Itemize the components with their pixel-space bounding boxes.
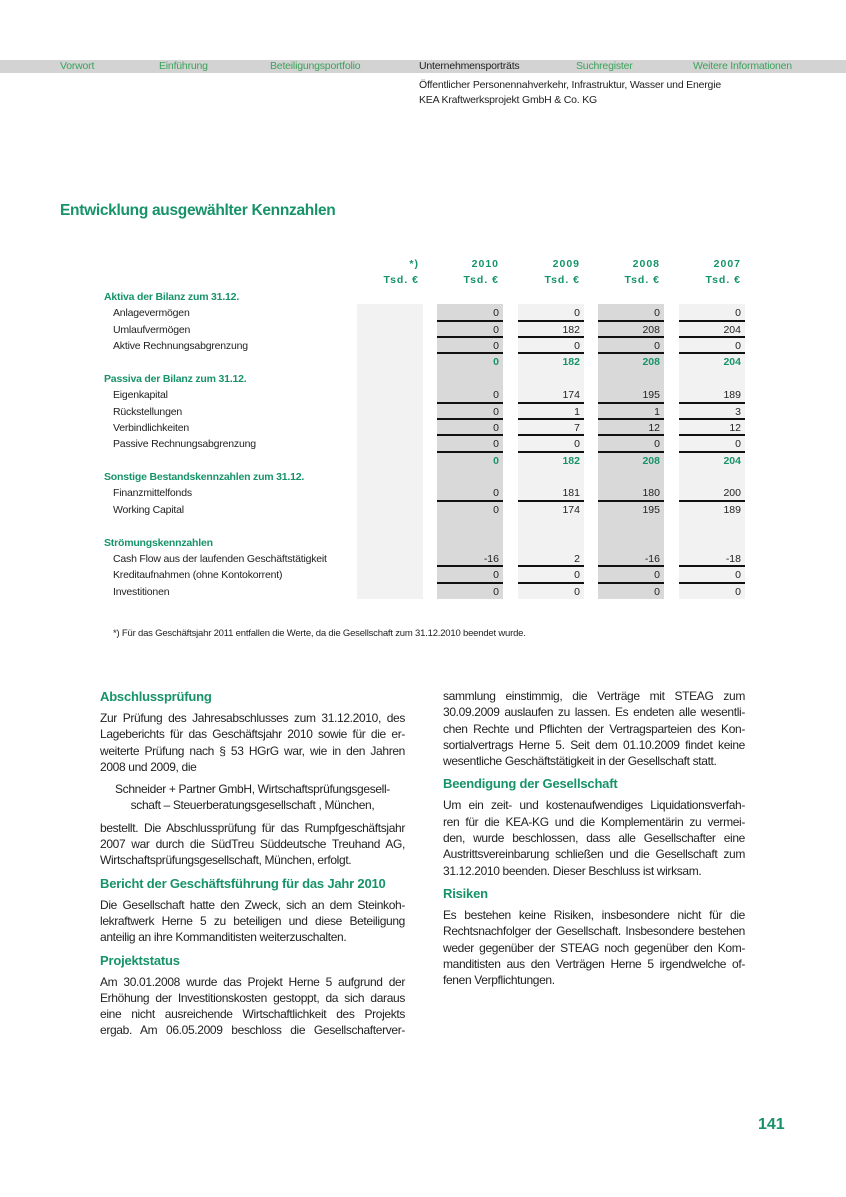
- value-cell: 0: [598, 338, 664, 354]
- value-cell: 0: [518, 567, 584, 583]
- paragraph: [100, 781, 405, 814]
- section-header: [0, 371, 846, 387]
- row-label: Working Capital: [113, 503, 184, 516]
- text-line: eine nicht ausreichende Wirtschaftlichkeit des Projekts: [100, 1007, 405, 1022]
- right-text-column: [443, 688, 745, 994]
- value-cell: 208: [642, 454, 660, 467]
- column-header: 2009: [552, 258, 580, 270]
- text-line: fenen Verpflichtungen.: [443, 973, 555, 988]
- value-cell: 0: [437, 387, 503, 403]
- section-header: [0, 535, 846, 551]
- text-line: chen Rechte und Pflichten der Vertragsparteien des Kon-: [443, 721, 745, 736]
- table-row: [0, 453, 846, 469]
- value-cell: 0: [493, 503, 499, 516]
- text-line: 2007 war durch die SüdTreu Süddeutsche Treuhand AG,: [100, 837, 405, 852]
- text-line: weder gegenüber der STEAG noch gegenüber den Kom-: [443, 940, 745, 955]
- spacer: [443, 988, 745, 994]
- table-footnote: *) Für das Geschäftsjahr 2011 entfallen die Werte, da die Gesellschaft zum 31.12.2010 beendet wurde.: [113, 628, 526, 639]
- paragraph: [443, 907, 745, 988]
- value-cell: 12: [598, 420, 664, 436]
- page-number: 141: [758, 1116, 785, 1133]
- row-label: Eigenkapital: [113, 389, 168, 402]
- row-label: Umlaufvermögen: [113, 323, 191, 336]
- nav-weitere-informationen[interactable]: Weitere Informationen: [693, 60, 792, 72]
- paragraph: [100, 820, 405, 869]
- section-heading: Bericht der Geschäftsführung für das Jahr 2010: [100, 875, 386, 891]
- value-cell: 182: [562, 356, 580, 369]
- value-cell: 208: [642, 356, 660, 369]
- column-header: 2007: [713, 258, 741, 270]
- text-line: bestellt. Die Abschlussprüfung für das Rumpfgeschäftsjahr: [100, 820, 405, 835]
- paragraph: [443, 797, 745, 878]
- value-cell: -16: [437, 551, 503, 567]
- value-cell: 182: [518, 322, 584, 338]
- table-row: [0, 305, 846, 321]
- value-cell: 12: [679, 420, 745, 436]
- table-header-row: [0, 272, 846, 288]
- value-cell: 1: [598, 404, 664, 420]
- nav-vorwort[interactable]: Vorwort: [60, 60, 95, 72]
- value-cell: 174: [518, 387, 584, 403]
- value-cell: -16: [598, 551, 664, 567]
- nav-beteiligungsportfolio[interactable]: Beteiligungsportfolio: [270, 60, 361, 72]
- table-header-row: [0, 256, 846, 272]
- section-header: [0, 289, 846, 305]
- value-cell: 0: [437, 404, 503, 420]
- text-line: Austrittsvereinbarung schließen und die Gesellschaft zum: [443, 847, 745, 862]
- value-cell: 1: [518, 404, 584, 420]
- spacer: [100, 1039, 405, 1045]
- value-cell: 0: [654, 585, 660, 598]
- column-header: 2008: [632, 258, 660, 270]
- text-line: schaft – Steuerberatungsgesellschaft , München,: [130, 798, 375, 813]
- table-row: [0, 567, 846, 583]
- text-line: ren für die KEA-KG und die Komplementärin zu vermei-: [443, 814, 745, 829]
- row-label: Passive Rechnungsabgrenzung: [113, 438, 256, 451]
- value-cell: 204: [723, 454, 741, 467]
- section-heading: Projektstatus: [100, 952, 180, 968]
- text-line: sammlung einstimmig, die Verträge mit STEAG zum: [443, 689, 745, 703]
- text-line: wesentliche Geschäftstätigkeit in der Gesellschaft statt.: [443, 754, 717, 769]
- paragraph: [100, 974, 405, 1039]
- table-row: [0, 322, 846, 338]
- value-cell: 0: [437, 338, 503, 354]
- row-label: Aktiva der Bilanz zum 31.12.: [104, 290, 240, 303]
- section-heading: Risiken: [443, 885, 488, 901]
- value-cell: 189: [723, 503, 741, 516]
- section-heading: Beendigung der Gesellschaft: [443, 776, 618, 792]
- value-cell: 0: [598, 567, 664, 583]
- text-line: Lageberichts für das Geschäftsjahr 2010 sowie für die er-: [100, 727, 405, 742]
- value-cell: 182: [562, 454, 580, 467]
- text-line: Erhöhung der Investitionskosten gestoppt, da sich daraus: [100, 990, 405, 1005]
- value-cell: 0: [518, 305, 584, 321]
- row-label: Investitionen: [113, 585, 170, 598]
- table-row: [0, 551, 846, 567]
- value-cell: 0: [437, 322, 503, 338]
- row-label: Strömungskennzahlen: [104, 536, 213, 549]
- column-header: 2010: [471, 258, 499, 270]
- paragraph: [100, 897, 405, 946]
- text-line: Rechtsnachfolger der Gesellschaft. Insbesondere bestehen: [443, 924, 745, 939]
- value-cell: 0: [735, 585, 741, 598]
- table-row: [0, 502, 846, 518]
- paragraph: [100, 710, 405, 775]
- text-line: Wirtschaftsprüfungsgesellschaft, München, erfolgt.: [100, 853, 352, 868]
- value-cell: 204: [723, 356, 741, 369]
- text-line: manditisten aus den Verträgen Herne 5 irgendwelche of-: [443, 956, 745, 971]
- value-cell: 2: [518, 551, 584, 567]
- value-cell: 0: [437, 485, 503, 501]
- table-row: [0, 584, 846, 600]
- table-row: [0, 485, 846, 501]
- text-line: ergab. Am 06.05.2009 beschloss die Gesellschafterver-: [100, 1023, 405, 1038]
- row-label: Sonstige Bestandskennzahlen zum 31.12.: [104, 471, 305, 484]
- table-row: [0, 338, 846, 354]
- value-cell: 0: [493, 585, 499, 598]
- section-header: [0, 469, 846, 485]
- text-line: 31.12.2010 beenden. Dieser Beschluss ist wirksam.: [443, 863, 702, 878]
- value-cell: 0: [679, 305, 745, 321]
- value-cell: 0: [574, 585, 580, 598]
- table-row: [0, 354, 846, 370]
- value-cell: 180: [598, 485, 664, 501]
- value-cell: 189: [679, 387, 745, 403]
- row-label: Passiva der Bilanz zum 31.12.: [104, 372, 247, 385]
- table-row: [0, 436, 846, 452]
- value-cell: 200: [679, 485, 745, 501]
- value-cell: 0: [679, 338, 745, 354]
- value-cell: 0: [518, 436, 584, 452]
- value-cell: 0: [437, 420, 503, 436]
- kennzahlen-table: [0, 256, 846, 600]
- value-cell: 195: [598, 387, 664, 403]
- value-cell: 0: [493, 454, 499, 467]
- value-cell: 0: [437, 567, 503, 583]
- text-line: weiterte Prüfung nach § 53 HGrG war, wie in den Jahren: [100, 743, 405, 758]
- column-header: Tsd. €: [463, 274, 499, 287]
- value-cell: 174: [562, 503, 580, 516]
- table-row: [0, 387, 846, 403]
- nav-suchregister[interactable]: Suchregister: [576, 60, 633, 72]
- value-cell: 0: [437, 305, 503, 321]
- text-line: Es bestehen keine Risiken, insbesondere nicht für die: [443, 907, 745, 922]
- value-cell: 0: [598, 436, 664, 452]
- table-row: [0, 518, 846, 534]
- breadcrumb-company: KEA Kraftwerksprojekt GmbH & Co. KG: [419, 94, 597, 106]
- value-cell: 0: [518, 338, 584, 354]
- value-cell: 0: [598, 305, 664, 321]
- value-cell: 0: [679, 436, 745, 452]
- column-header: Tsd. €: [624, 274, 660, 287]
- column-header: *): [409, 258, 419, 270]
- text-line: Schneider + Partner GmbH, Wirtschaftsprüfungsgesell-: [115, 782, 390, 797]
- column-header: Tsd. €: [383, 274, 419, 287]
- text-line: lekraftwerk Herne 5 zu beteiligen und diese Beteiligung: [100, 913, 405, 928]
- value-cell: 208: [598, 322, 664, 338]
- text-line: anteilig an ihre Kommanditisten weiterzuschalten.: [100, 930, 347, 945]
- row-label: Finanzmittelfonds: [113, 487, 192, 500]
- row-label: Anlagevermögen: [113, 307, 190, 320]
- value-cell: 204: [679, 322, 745, 338]
- text-line: Um ein zeit- und kostenaufwendiges Liquidationsverfah-: [443, 798, 745, 813]
- column-header: Tsd. €: [705, 274, 741, 287]
- text-line: Zur Prüfung des Jahresabschlusses zum 31.12.2010, des: [100, 711, 405, 725]
- row-label: Cash Flow aus der laufenden Geschäftstätigkeit: [113, 553, 327, 566]
- section-heading: Abschlussprüfung: [100, 689, 212, 704]
- text-line: 30.09.2009 auslaufen zu lassen. Es endeten alle wesentli-: [443, 705, 745, 720]
- nav-einfuehrung[interactable]: Einführung: [159, 60, 208, 72]
- table-row: [0, 420, 846, 436]
- value-cell: -18: [679, 551, 745, 567]
- row-label: Kreditaufnahmen (ohne Kontokorrent): [113, 569, 283, 582]
- left-text-column: [100, 688, 405, 1045]
- value-cell: 0: [437, 436, 503, 452]
- text-line: sortialvertrags Herne 5. Seit dem 01.10.2009 findet keine: [443, 737, 745, 752]
- breadcrumb-category: Öffentlicher Personennahverkehr, Infrastruktur, Wasser und Energie: [419, 79, 721, 91]
- page-title: Entwicklung ausgewählter Kennzahlen: [60, 202, 336, 219]
- column-header: Tsd. €: [544, 274, 580, 287]
- paragraph: [443, 688, 745, 769]
- text-line: 2008 und 2009, die: [100, 759, 197, 774]
- nav-unternehmensportraets[interactable]: Unternehmensporträts: [419, 60, 520, 72]
- text-line: Die Gesellschaft hatte den Zweck, sich an dem Steinkoh-: [100, 897, 405, 912]
- row-label: Verbindlichkeiten: [113, 421, 189, 434]
- text-line: Am 30.01.2008 wurde das Projekt Herne 5 aufgrund der: [100, 974, 405, 989]
- value-cell: 195: [642, 503, 660, 516]
- value-cell: 3: [679, 404, 745, 420]
- table-row: [0, 404, 846, 420]
- row-label: Rückstellungen: [113, 405, 182, 418]
- row-label: Aktive Rechnungsabgrenzung: [113, 339, 248, 352]
- value-cell: 0: [493, 356, 499, 369]
- value-cell: 181: [518, 485, 584, 501]
- value-cell: 0: [679, 567, 745, 583]
- value-cell: 7: [518, 420, 584, 436]
- text-line: den, wurde beschlossen, dass alle Gesellschafter eine: [443, 831, 745, 846]
